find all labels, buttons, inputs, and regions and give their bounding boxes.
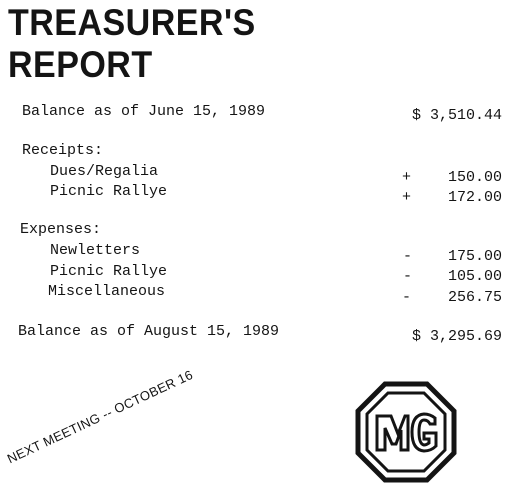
expense-item-amount: 256.75 [447,289,502,306]
report-title-line1: TREASURER'S [8,2,256,43]
expense-item-label: Miscellaneous [48,283,166,300]
receipt-item-amount: 172.00 [447,189,502,206]
opening-balance-amount: $ 3,510.44 [411,107,502,124]
expense-item-label: Picnic Rallye [50,263,168,280]
expenses-heading: Expenses: [20,221,102,238]
expense-item-amount: 175.00 [447,248,502,265]
report-title-line2: REPORT [8,44,153,85]
receipt-item-label: Dues/Regalia [50,163,159,180]
receipt-item-label: Picnic Rallye [50,183,168,200]
expense-item-sign: - [403,268,413,285]
mg-octagon-logo-icon [354,380,458,484]
receipt-item-amount: 150.00 [447,169,502,186]
closing-balance-label: Balance as of August 15, 1989 [18,323,280,340]
receipt-item-sign: + [402,189,412,206]
expense-item-amount: 105.00 [447,268,502,285]
opening-balance-label: Balance as of June 15, 1989 [22,103,266,120]
closing-balance-amount: $ 3,295.69 [411,328,502,345]
expense-item-sign: - [402,289,412,306]
expense-item-sign: - [403,248,413,265]
expense-item-label: Newletters [50,242,141,259]
receipt-item-sign: + [402,169,412,186]
next-meeting-notice: NEXT MEETING -- OCTOBER 16 [4,366,196,467]
receipts-heading: Receipts: [22,142,104,159]
